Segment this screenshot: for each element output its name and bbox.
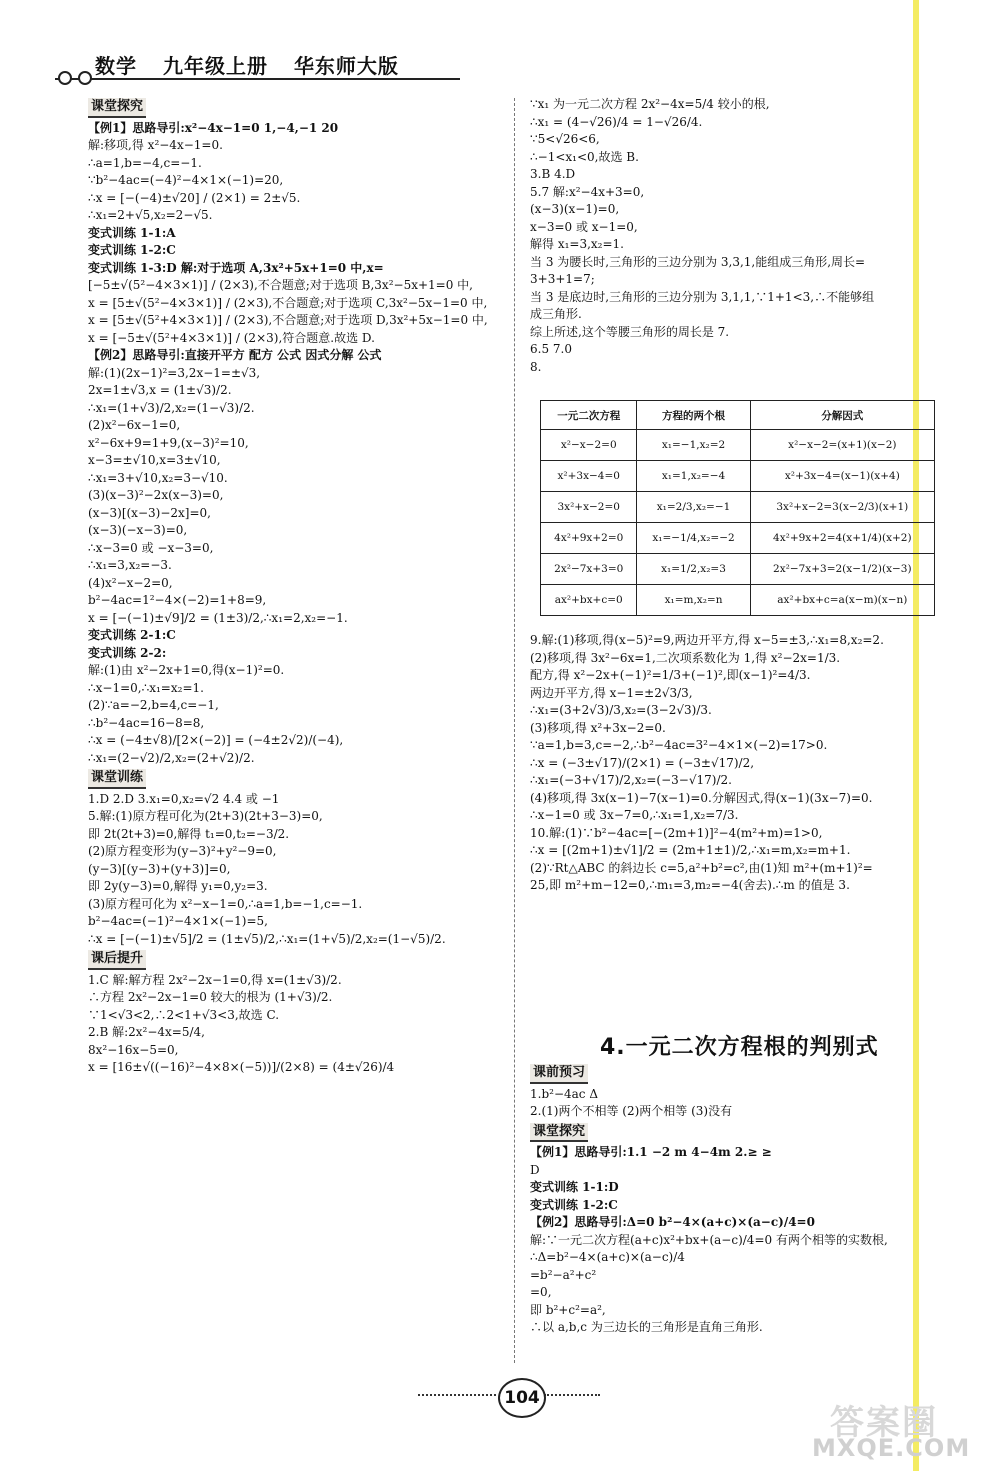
section-heading-row	[88, 948, 498, 972]
table-header: 方程的两个根	[637, 401, 750, 430]
text-line: 配方,得 x²−2x+(−1)²=1/3+(−1)²,即(x−1)²=4/3.	[530, 668, 811, 682]
text-line: ∵b²−4ac=(−4)²−4×1×(−1)=20,	[88, 173, 284, 187]
text-line: ∴x−3=0 或 −x−3=0,	[88, 540, 214, 555]
text-line: 1.C 解:解方程 2x²−2x−1=0,得 x=(1±√3)/2.	[88, 972, 342, 987]
text-line: 即 2t(2t+3)=0,解得 t₁=0,t₂=−3/2.	[88, 826, 290, 841]
table-row	[541, 523, 935, 554]
text-line: b²−4ac=(−1)²−4×1×(−1)=5,	[88, 914, 268, 928]
text-line: 【例2】思路导引:直接开平方 配方 公式 因式分解 公式	[88, 348, 382, 362]
text-line: (y−3)[(y−3)+(y+3)]=0,	[88, 861, 231, 876]
header-edition: 华东师大版	[293, 54, 399, 78]
table-cell: x₁=1,x₂=−4	[637, 461, 750, 492]
table-cell: x²+3x−4=(x−1)(x+4)	[750, 461, 934, 492]
text-line: 5.7 解:x²−4x+3=0,	[530, 184, 645, 199]
roots-factoring-table	[540, 400, 935, 616]
text-line: (x−3)[(x−3)−2x]=0,	[88, 505, 211, 520]
text-line: ∴方程 2x²−2x−1=0 较大的根为 (1+√3)/2.	[88, 990, 333, 1004]
text-line: x = [16±√((−16)²−4×8×(−5))]/(2×8) = (4±√26)/4	[88, 1060, 395, 1074]
text-line: 变式训练 1-1:D	[530, 1180, 619, 1194]
text-line: ∴−1<x₁<0,故选 B.	[530, 149, 639, 164]
text-line: 【例1】思路导引:x²−4x−1=0 1,−4,−1 20	[88, 120, 339, 135]
text-line: 【例2】思路导引:Δ=0 b²−4×(a+c)×(a−c)/4=0	[530, 1215, 815, 1229]
table-cell: ax²+bx+c=0	[541, 585, 637, 616]
text-line: 变式训练 1-2:C	[530, 1197, 618, 1212]
section-heading-row	[88, 767, 498, 791]
text-line: ∴x₁=(−3+√17)/2,x₂=(−3−√17)/2.	[530, 773, 732, 787]
text-line: ∴x₁=2+√5,x₂=2−√5.	[88, 208, 213, 222]
header-dot-icon	[58, 71, 72, 85]
table-cell: x²−x−2=(x+1)(x−2)	[750, 430, 934, 461]
text-line: (3)(x−3)²−2x(x−3)=0,	[88, 488, 224, 502]
table-cell: 4x²+9x+2=0	[541, 523, 637, 554]
table-cell: 2x²−7x+3=0	[541, 554, 637, 585]
text-line: 1.D 2.D 3.x₁=0,x₂=√2 4.4 或 −1	[88, 791, 280, 806]
text-line: ∵a=1,b=3,c=−2,∴b²−4ac=3²−4×1×(−2)=17>0.	[530, 738, 828, 752]
text-line: 即 2y(y−3)=0,解得 y₁=0,y₂=3.	[88, 879, 268, 893]
table-row	[541, 554, 935, 585]
table-header-row	[541, 401, 935, 430]
text-line: 【例1】思路导引:1.1 −2 m 4−4m 2.≥ ≥	[530, 1145, 772, 1159]
watermark-url: MXQE.COM	[812, 1434, 971, 1462]
right-column	[530, 96, 945, 376]
text-line: ∵x₁ 为一元二次方程 2x²−4x=5/4 较小的根,	[530, 97, 770, 111]
text-line: ∴b²−4ac=16−8=8,	[88, 715, 205, 730]
text-line: ∴x₁ = (4−√26)/4 = 1−√26/4.	[530, 114, 703, 129]
table-cell: x₁=2/3,x₂=−1	[637, 492, 750, 523]
text-line: ∴x−1=0,∴x₁=x₂=1.	[88, 680, 204, 695]
text-line: ∴x₁=(1+√3)/2,x₂=(1−√3)/2.	[88, 400, 255, 415]
text-line: 综上所述,这个等腰三角形的周长是 7.	[530, 324, 730, 339]
text-line: D	[530, 1162, 540, 1177]
text-line: 解:移项,得 x²−4x−1=0.	[88, 138, 223, 152]
text-line: (2)原方程变形为(y−3)²+y²−9=0,	[88, 844, 277, 858]
table-cell: x²−x−2=0	[541, 430, 637, 461]
text-line: x−3=±√10,x=3±√10,	[88, 453, 221, 467]
text-line: ∴a=1,b=−4,c=−1.	[88, 155, 202, 170]
text-line: 8.	[530, 359, 542, 374]
table-cell: 3x²+x−2=3(x−2/3)(x+1)	[750, 492, 934, 523]
text-line: 解:∵一元二次方程(a+c)x²+bx+(a−c)/4=0 有两个相等的实数根,	[530, 1232, 888, 1247]
header-dot-icon	[78, 71, 92, 85]
text-line: x = [−5±√(5²+4×3×1)] / (2×3),符合题意.故选 D.	[88, 330, 375, 345]
text-line: ∵5<√26<6,	[530, 132, 600, 146]
text-line: [−5±√(5²−4×3×1)] / (2×3),不合题意;对于选项 B,3x²−5x+1=0 中,	[88, 278, 473, 292]
text-line: 2.B 解:2x²−4x=5/4,	[88, 1025, 205, 1039]
text-line: x−3=0 或 x−1=0,	[530, 219, 638, 234]
text-line: x = [5±√(5²+4×3×1)] / (2×3),不合题意;对于选项 D,3x²+5x−1=0 中,	[88, 313, 488, 327]
text-line: x = [−(−1)±√9]/2 = (1±3)/2,∴x₁=2,x₂=−1.	[88, 610, 348, 625]
text-line: 变式训练 1-2:C	[88, 243, 176, 257]
text-line: (4)移项,得 3x(x−1)−7(x−1)=0.分解因式,得(x−1)(3x−7)=0.	[530, 790, 873, 805]
text-line: =0,	[530, 1285, 552, 1299]
text-line: (2)x²−6x−1=0,	[88, 418, 181, 432]
section-heading-row	[88, 96, 498, 120]
text-line: 10.解:(1)∵b²−4ac=[−(2m+1)]²−4(m²+m)=1>0,	[530, 825, 823, 840]
table-row	[541, 461, 935, 492]
text-line: 当 3 是底边时,三角形的三边分别为 3,1,1,∵1+1<3,∴不能够组	[530, 289, 875, 304]
section-title: 4.一元二次方程根的判别式	[600, 1035, 879, 1060]
text-line: 变式训练 1-1:A	[88, 225, 176, 240]
text-line: ∴Δ=b²−4×(a+c)×(a−c)/4	[530, 1250, 685, 1264]
table-cell: 2x²−7x+3=2(x−1/2)(x−3)	[750, 554, 934, 585]
table-cell: x²+3x−4=0	[541, 461, 637, 492]
right-column-section4	[530, 1062, 945, 1337]
text-line: (2)∵Rt△ABC 的斜边长 c=5,a²+b²=c²,由(1)知 m²+(m+1)²=	[530, 860, 873, 875]
text-line: (2)移项,得 3x²−6x=1,二次项系数化为 1,得 x²−2x=1/3.	[530, 650, 841, 665]
text-line: (3)原方程可化为 x²−x−1=0,∴a=1,b=−1,c=−1.	[88, 896, 363, 911]
text-line: ∴x = [−(−4)±√20] / (2×1) = 2±√5.	[88, 190, 301, 205]
text-line: ∴以 a,b,c 为三边长的三角形是直角三角形.	[530, 1320, 763, 1334]
text-line: 2x=1±√3,x = (1±√3)/2.	[88, 383, 232, 397]
text-line: b²−4ac=1²−4×(−2)=1+8=9,	[88, 593, 267, 607]
text-line: 变式训练 2-1:C	[88, 628, 176, 642]
text-line: 成三角形.	[530, 307, 582, 321]
text-line: ∴x₁=3,x₂=−3.	[88, 558, 172, 572]
text-line: =b²−a²+c²	[530, 1267, 597, 1282]
table-header: 一元二次方程	[541, 401, 637, 430]
text-line: (2)∵a=−2,b=4,c=−1,	[88, 698, 219, 712]
text-line: 5.解:(1)原方程可化为(2t+3)(2t+3−3)=0,	[88, 809, 323, 823]
header-grade: 九年级上册	[162, 54, 268, 78]
header-subject: 数学	[95, 54, 137, 78]
text-line: 25,即 m²+m−12=0,∴m₁=3,m₂=−4(舍去).∴m 的值是 3.	[530, 878, 850, 892]
table-cell: ax²+bx+c=a(x−m)(x−n)	[750, 585, 934, 616]
section-heading-row	[530, 1062, 945, 1086]
text-line: (x−3)(−x−3)=0,	[88, 523, 188, 537]
text-line: 即 b²+c²=a²,	[530, 1302, 606, 1317]
text-line: 解:(1)(2x−1)²=3,2x−1=±√3,	[88, 365, 261, 380]
text-line: 3+3+1=7;	[530, 272, 595, 286]
text-line: 变式训练 2-2:	[88, 645, 167, 660]
table-cell: x₁=1/2,x₂=3	[637, 554, 750, 585]
page-number: 104	[498, 1378, 546, 1418]
text-line: 3.B 4.D	[530, 167, 576, 181]
text-line: (x−3)(x−1)=0,	[530, 202, 620, 216]
section-heading-row	[530, 1121, 945, 1145]
section-heading: 课前预习	[530, 1064, 588, 1084]
text-line: ∴x−1=0 或 3x−7=0,∴x₁=1,x₂=7/3.	[530, 808, 739, 822]
section-heading: 课堂探究	[530, 1123, 588, 1143]
text-line: ∴x₁=3+√10,x₂=3−√10.	[88, 470, 228, 485]
column-divider	[514, 98, 515, 1363]
text-line: 当 3 为腰长时,三角形的三边分别为 3,3,1,能组成三角形,周长=	[530, 254, 866, 269]
text-line: x = [5±√(5²−4×3×1)] / (2×3),不合题意;对于选项 C,3x²−5x−1=0 中,	[88, 295, 488, 310]
section-heading: 课堂探究	[88, 98, 146, 118]
text-line: 2.(1)两个不相等 (2)两个相等 (3)没有	[530, 1104, 733, 1118]
table-cell: x₁=−1/4,x₂=−2	[637, 523, 750, 554]
text-line: ∵1<√3<2,∴2<1+√3<3,故选 C.	[88, 1007, 280, 1022]
footer-dots-right	[544, 1394, 600, 1396]
text-line: 1.b²−4ac Δ	[530, 1086, 598, 1101]
table-cell: x₁=−1,x₂=2	[637, 430, 750, 461]
page-header	[95, 50, 417, 79]
text-line: ∴x₁=(3+2√3)/3,x₂=(3−2√3)/3.	[530, 703, 712, 717]
table-row	[541, 430, 935, 461]
table-cell: 4x²+9x+2=4(x+1/4)(x+2)	[750, 523, 934, 554]
right-column-solutions	[530, 632, 945, 895]
header-rule	[55, 78, 460, 80]
text-line: ∴x = [(2m+1)±√1]/2 = (2m+1±1)/2,∴x₁=m,x₂=m+1.	[530, 843, 851, 857]
text-line: ∴x = [−(−1)±√5]/2 = (1±√5)/2,∴x₁=(1+√5)/2,x₂=(1−√5)/2.	[88, 931, 446, 946]
text-line: 9.解:(1)移项,得(x−5)²=9,两边开平方,得 x−5=±3,∴x₁=8,x₂=2.	[530, 633, 884, 647]
text-line: 变式训练 1-3:D 解:对于选项 A,3x²+5x+1=0 中,x=	[88, 260, 384, 275]
table-row	[541, 492, 935, 523]
text-line: 6.5 7.0	[530, 342, 572, 356]
left-column	[88, 96, 498, 1077]
text-line: ∴x = (−3±√17)/(2×1) = (−3±√17)/2,	[530, 755, 755, 770]
text-line: ∴x₁=(2−√2)/2,x₂=(2+√2)/2.	[88, 750, 255, 765]
watermark-logo: 答案圈	[830, 1403, 938, 1443]
footer-dots-left	[418, 1394, 496, 1396]
text-line: 解得 x₁=3,x₂=1.	[530, 237, 624, 251]
table-cell: x₁=m,x₂=n	[637, 585, 750, 616]
table-header: 分解因式	[750, 401, 934, 430]
text-line: (3)移项,得 x²+3x−2=0.	[530, 720, 666, 735]
text-line: x²−6x+9=1+9,(x−3)²=10,	[88, 435, 249, 450]
section-heading: 课后提升	[88, 950, 146, 970]
text-line: 8x²−16x−5=0,	[88, 1042, 179, 1057]
text-line: 两边开平方,得 x−1=±2√3/3,	[530, 685, 693, 700]
table-cell: 3x²+x−2=0	[541, 492, 637, 523]
text-line: ∴x = (−4±√8)/[2×(−2)] = (−4±2√2)/(−4),	[88, 733, 344, 747]
section-heading: 课堂训练	[88, 769, 146, 789]
text-line: (4)x²−x−2=0,	[88, 575, 173, 590]
text-line: 解:(1)由 x²−2x+1=0,得(x−1)²=0.	[88, 663, 285, 677]
table-row	[541, 585, 935, 616]
